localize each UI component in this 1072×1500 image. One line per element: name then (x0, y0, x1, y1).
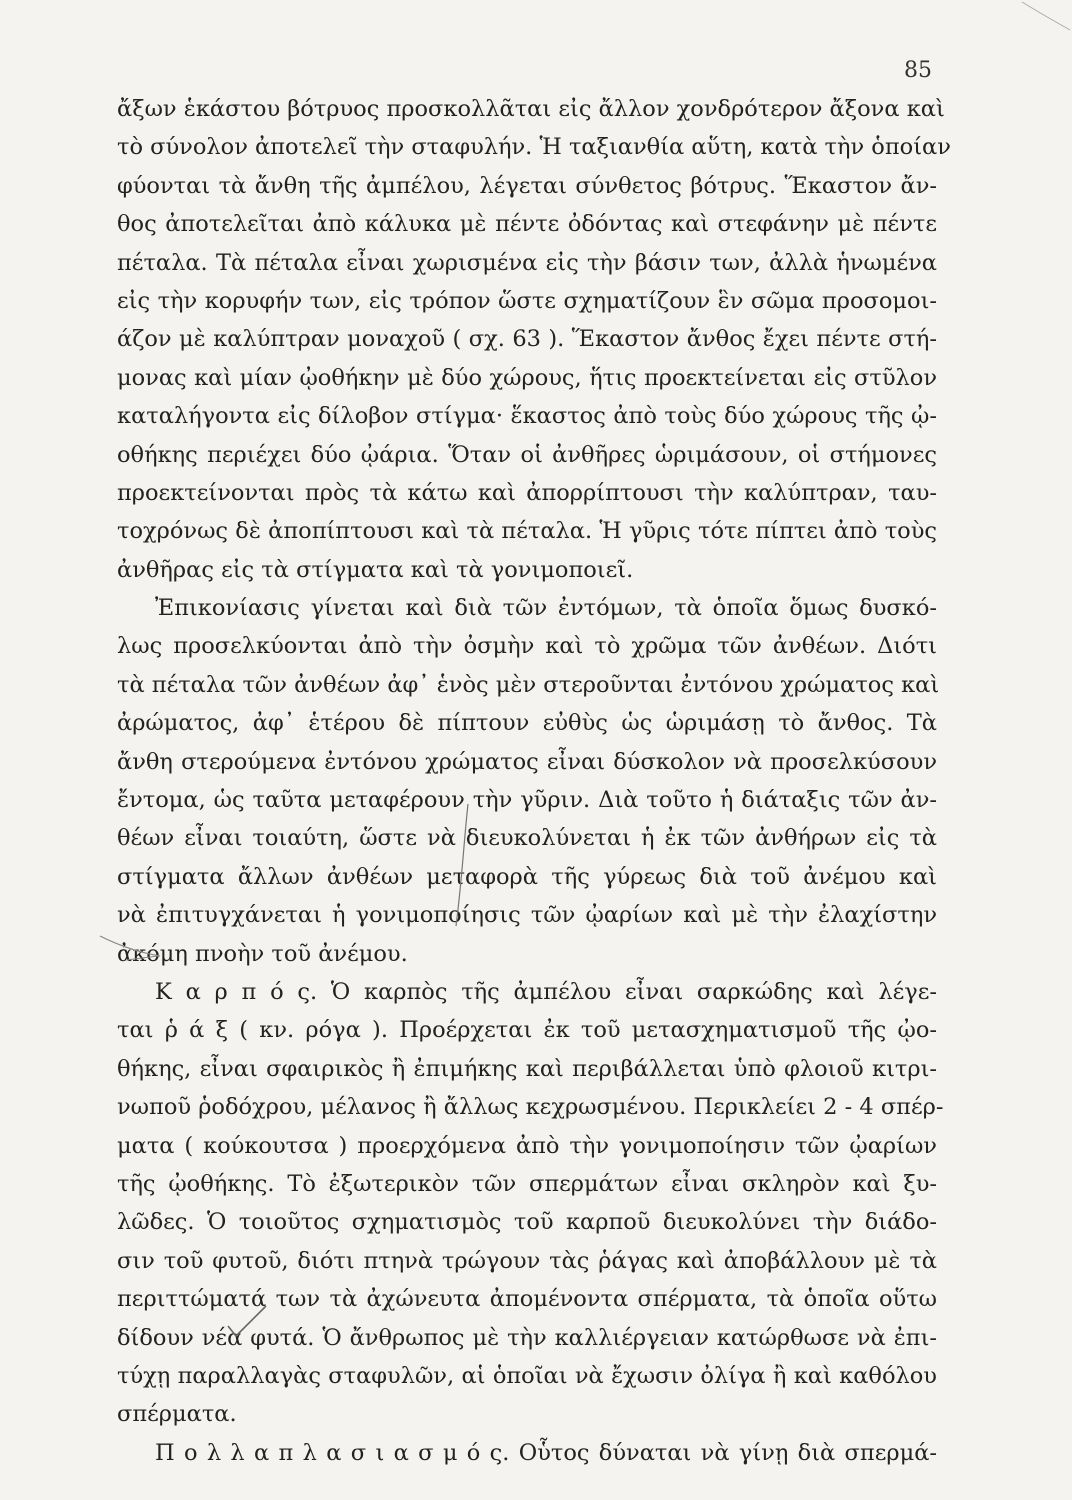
text-line: προεκτείνονται πρὸς τὰ κάτω καὶ ἀπορρίπτουσι τὴν καλύπτραν, ταυ- (117, 479, 937, 506)
text-line: τῆς ᾠοθήκης. Τὸ ἐξωτερικὸν τῶν σπερμάτων εἶναι σκληρὸν καὶ ξυ- (117, 1170, 937, 1197)
text-line: ἄνθη στερούμενα ἐντόνου χρώματος εἶναι δύσκολον νὰ προσελκύσουν (117, 748, 937, 775)
body-text (117, 90, 951, 1472)
text-line: Π ο λ λ α π λ α σ ι α σ μ ό ς. Οὗτος δύναται νὰ γίνῃ διὰ σπερμά- (155, 1439, 937, 1466)
text-line: μονας καὶ μίαν ᾠοθήκην μὲ δύο χώρους, ἥτις προεκτείνεται εἰς στῦλον (117, 364, 937, 391)
text-line: πέταλα. Τὰ πέταλα εἶναι χωρισμένα εἰς τὴν βάσιν των, ἀλλὰ ἡνωμένα (117, 249, 937, 276)
text-line: τὸ σύνολον ἀποτελεῖ τὴν σταφυλήν. Ἡ ταξιανθία αὕτη, κατὰ τὴν ὁποίαν (117, 134, 951, 161)
text-line: περιττώματά των τὰ ἀχώνευτα ἀπομένοντα σπέρματα, τὰ ὁποῖα οὕτω (117, 1286, 937, 1313)
text-line: οθήκης περιέχει δύο ᾠάρια. Ὅταν οἱ ἀνθῆρες ὡριμάσουν, οἱ στήμονες (117, 441, 937, 468)
text-line: νὰ ἐπιτυγχάνεται ἡ γονιμοποίησις τῶν ᾠαρίων καὶ μὲ τὴν ἐλαχίστην (117, 902, 937, 929)
text-line: Ἐπικονίασις γίνεται καὶ διὰ τῶν ἐντόμων, τὰ ὁποῖα ὅμως δυσκό- (155, 595, 937, 622)
text-line: εἰς τὴν κορυφήν των, εἰς τρόπον ὥστε σχηματίζουν ἓν σῶμα προσομοι- (117, 287, 937, 314)
text-line: θήκης, εἶναι σφαιρικὸς ἢ ἐπιμήκης καὶ περιβάλλεται ὑπὸ φλοιοῦ κιτρι- (117, 1055, 937, 1082)
text-line: σιν τοῦ φυτοῦ, διότι πτηνὰ τρώγουν τὰς ῥάγας καὶ ἀποβάλλουν μὲ τὰ (117, 1247, 937, 1274)
text-line: τὰ πέταλα τῶν ἀνθέων ἀφ᾽ ἑνὸς μὲν στεροῦνται ἐντόνου χρώματος καὶ (117, 671, 940, 698)
text-line: στίγματα ἄλλων ἀνθέων μεταφορὰ τῆς γύρεως διὰ τοῦ ἀνέμου καὶ (117, 863, 937, 890)
text-line: λως προσελκύονται ἀπὸ τὴν ὀσμὴν καὶ τὸ χρῶμα τῶν ἀνθέων. Διότι (117, 633, 937, 660)
text-line: ματα ( κούκουτσα ) προερχόμενα ἀπὸ τὴν γονιμοποίησιν τῶν ᾠαρίων (117, 1132, 937, 1159)
text-line: τύχῃ παραλλαγὰς σταφυλῶν, αἱ ὁποῖαι νὰ ἔχωσιν ὀλίγα ἢ καὶ καθόλου (117, 1362, 937, 1389)
text-line: θέων εἶναι τοιαύτη, ὥστε νὰ διευκολύνεται ἡ ἐκ τῶν ἀνθήρων εἰς τὰ (117, 825, 937, 852)
text-line: νωποῦ ῥοδόχρου, μέλανος ἢ ἄλλως κεχρωσμένου. Περικλείει 2 - 4 σπέρ- (117, 1094, 944, 1121)
text-line: ἀνθῆρας εἰς τὰ στίγματα καὶ τὰ γονιμοποιεῖ. (117, 556, 634, 583)
text-line: άζον μὲ καλύπτραν μοναχοῦ ( σχ. 63 ). Ἕκαστον ἄνθος ἔχει πέντε στή- (117, 326, 937, 353)
text-line: καταλήγοντα εἰς δίλοβον στίγμα· ἕκαστος ἀπὸ τοὺς δύο χώρους τῆς ᾠ- (117, 403, 937, 430)
text-line: ἄξων ἑκάστου βότρυος προσκολλᾶται εἰς ἄλλον χονδρότερον ἄξονα καὶ (117, 96, 945, 122)
text-line: τοχρόνως δὲ ἀποπίπτουσι καὶ τὰ πέταλα. Ἡ γῦρις τότε πίπτει ἀπὸ τοὺς (117, 518, 937, 545)
text-line: ἔντομα, ὡς ταῦτα μεταφέρουν τὴν γῦριν. Διὰ τοῦτο ἡ διάταξις τῶν ἀν- (117, 787, 937, 814)
text-line: ἀκόμη πνοὴν τοῦ ἀνέμου. (117, 940, 408, 967)
text-line: ἀρώματος, ἀφ᾽ ἑτέρου δὲ πίπτουν εὐθὺς ὡς ὡριμάσῃ τὸ ἄνθος. Τὰ (117, 710, 937, 737)
text-line: ται ῥ ά ξ ( κν. ρόγα ). Προέρχεται ἐκ τοῦ μετασχηματισμοῦ τῆς ᾠο- (117, 1017, 937, 1044)
text-line: θος ἀποτελεῖται ἀπὸ κάλυκα μὲ πέντε ὀδόντας καὶ στεφάνην μὲ πέντε (117, 211, 937, 238)
page-corner-mark (1012, 0, 1072, 40)
text-line: σπέρματα. (117, 1401, 237, 1428)
text-line: δίδουν νέα φυτά. Ὁ ἄνθρωπος μὲ τὴν καλλιέργειαν κατώρθωσε νὰ ἐπι- (117, 1324, 937, 1351)
page-number: 85 (904, 58, 932, 83)
text-line: λῶδες. Ὁ τοιοῦτος σχηματισμὸς τοῦ καρποῦ διευκολύνει τὴν διάδο- (117, 1209, 937, 1236)
text-line: Κ α ρ π ό ς. Ὁ καρπὸς τῆς ἀμπέλου εἶναι σαρκώδης καὶ λέγε- (155, 978, 937, 1005)
text-line: φύονται τὰ ἄνθη τῆς ἀμπέλου, λέγεται σύνθετος βότρυς. Ἕκαστον ἄν- (117, 172, 937, 199)
